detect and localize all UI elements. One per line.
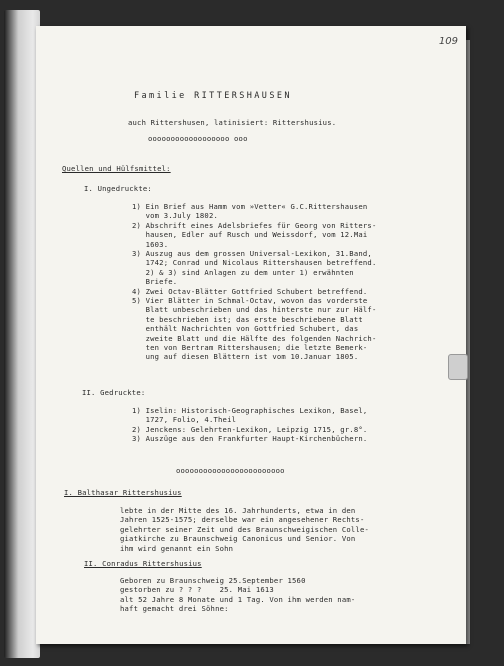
- ornament-line: oooooooooooooooooooooooo: [176, 466, 285, 475]
- page-clip-tab: [448, 354, 468, 380]
- source-entry-line: 2) & 3) sind Anlagen zu dem unter 1) erwähnten: [132, 267, 354, 277]
- person-heading-balthasar: I. Balthasar Rittershusius: [64, 488, 182, 497]
- source-entry-line: 3) Auszüge aus den Frankfurter Haupt-Kirchenbüchern.: [132, 434, 368, 444]
- source-entry-line: Briefe.: [132, 277, 178, 287]
- printed-sources-label: II. Gedruckte:: [82, 388, 146, 397]
- document-subtitle: auch Rittershusen, latinisiert: Rittershusius.: [128, 118, 337, 127]
- source-entry-line: ten von Bertram Rittershausen; die letzte Bemerk-: [132, 343, 368, 352]
- source-entry-line: vom 3.July 1802.: [132, 211, 219, 221]
- page-number: 109: [438, 36, 458, 47]
- person-text-line: Jahren 1525-1575; derselbe war ein angesehener Rechts-: [120, 515, 365, 525]
- source-entry-line: 2) Abschrift eines Adelsbriefes für Georg von Ritters-: [132, 220, 377, 230]
- source-entry-line: te beschrieben ist; das erste beschriebene Blatt: [132, 314, 363, 324]
- person-text-line: Geboren zu Braunschweig 25.September 1560: [120, 576, 306, 585]
- person-text-line: gelehrter seiner Zeit und des Braunschweigischen Colle-: [120, 524, 369, 534]
- ornament-line: oooooooooooooooooo ooo: [148, 134, 248, 143]
- unprinted-sources-label: I. Ungedruckte:: [84, 184, 152, 193]
- person-text-line: haft gemacht drei Söhne:: [120, 604, 229, 614]
- source-entry-line: ung auf diesen Blättern ist vom 10.Januar 1805.: [132, 352, 359, 362]
- source-entry-line: 3) Auszug aus dem grossen Universal-Lexikon, 31.Band,: [132, 249, 372, 258]
- source-entry-line: 4) Zwei Octav-Blätter Gottfried Schubert betreffend.: [132, 286, 368, 296]
- person-text-line: lebte in der Mitte des 16. Jahrhunderts, etwa in den: [120, 506, 356, 515]
- person-heading-conradus: II. Conradus Rittershusius: [84, 559, 202, 568]
- source-entry-line: 1) Iselin: Historisch-Geographisches Lexikon, Basel,: [132, 406, 368, 415]
- page-stack-edge: [4, 10, 40, 658]
- source-entry-line: 1742; Conrad und Nicolaus Rittershausen betreffend.: [132, 258, 377, 268]
- source-entry-line: enthält Nachrichten von Gottfried Schubert, das: [132, 324, 359, 334]
- sources-heading: Quellen und Hülfsmittel:: [62, 164, 171, 173]
- person-text-line: alt 52 Jahre 8 Monate und 1 Tag. Von ihm werden nam-: [120, 594, 356, 604]
- document-page: [36, 26, 466, 644]
- source-entry-line: hausen, Edler auf Rusch und Weissdorf, vom 12.Mai: [132, 230, 368, 240]
- document-title: Familie RITTERSHAUSEN: [134, 91, 292, 101]
- source-entry-line: 1) Ein Brief aus Hamm vom »Vetter« G.C.Rittershausen: [132, 202, 368, 211]
- source-entry-line: 1727, Folio, 4.Theil: [132, 415, 237, 425]
- person-text-line: gestorben zu ? ? ? 25. Mai 1613: [120, 585, 274, 595]
- source-entry-line: 5) Vier Blätter in Schmal-Octav, wovon das vorderste: [132, 296, 368, 305]
- source-entry-line: 2) Jenckens: Gelehrten-Lexikon, Leipzig 1715, gr.8°.: [132, 424, 368, 434]
- person-text-line: giatkirche zu Braunschweig Canonicus und Senior. Von: [120, 534, 356, 544]
- source-entry-line: zweite Blatt und die Hälfte des folgenden Nachrich-: [132, 333, 377, 343]
- source-entry-line: 1603.: [132, 239, 169, 249]
- person-text-line: ihm wird genannt ein Sohn: [120, 543, 234, 553]
- source-entry-line: Blatt unbeschrieben und das hinterste nur zur Hälf-: [132, 305, 377, 315]
